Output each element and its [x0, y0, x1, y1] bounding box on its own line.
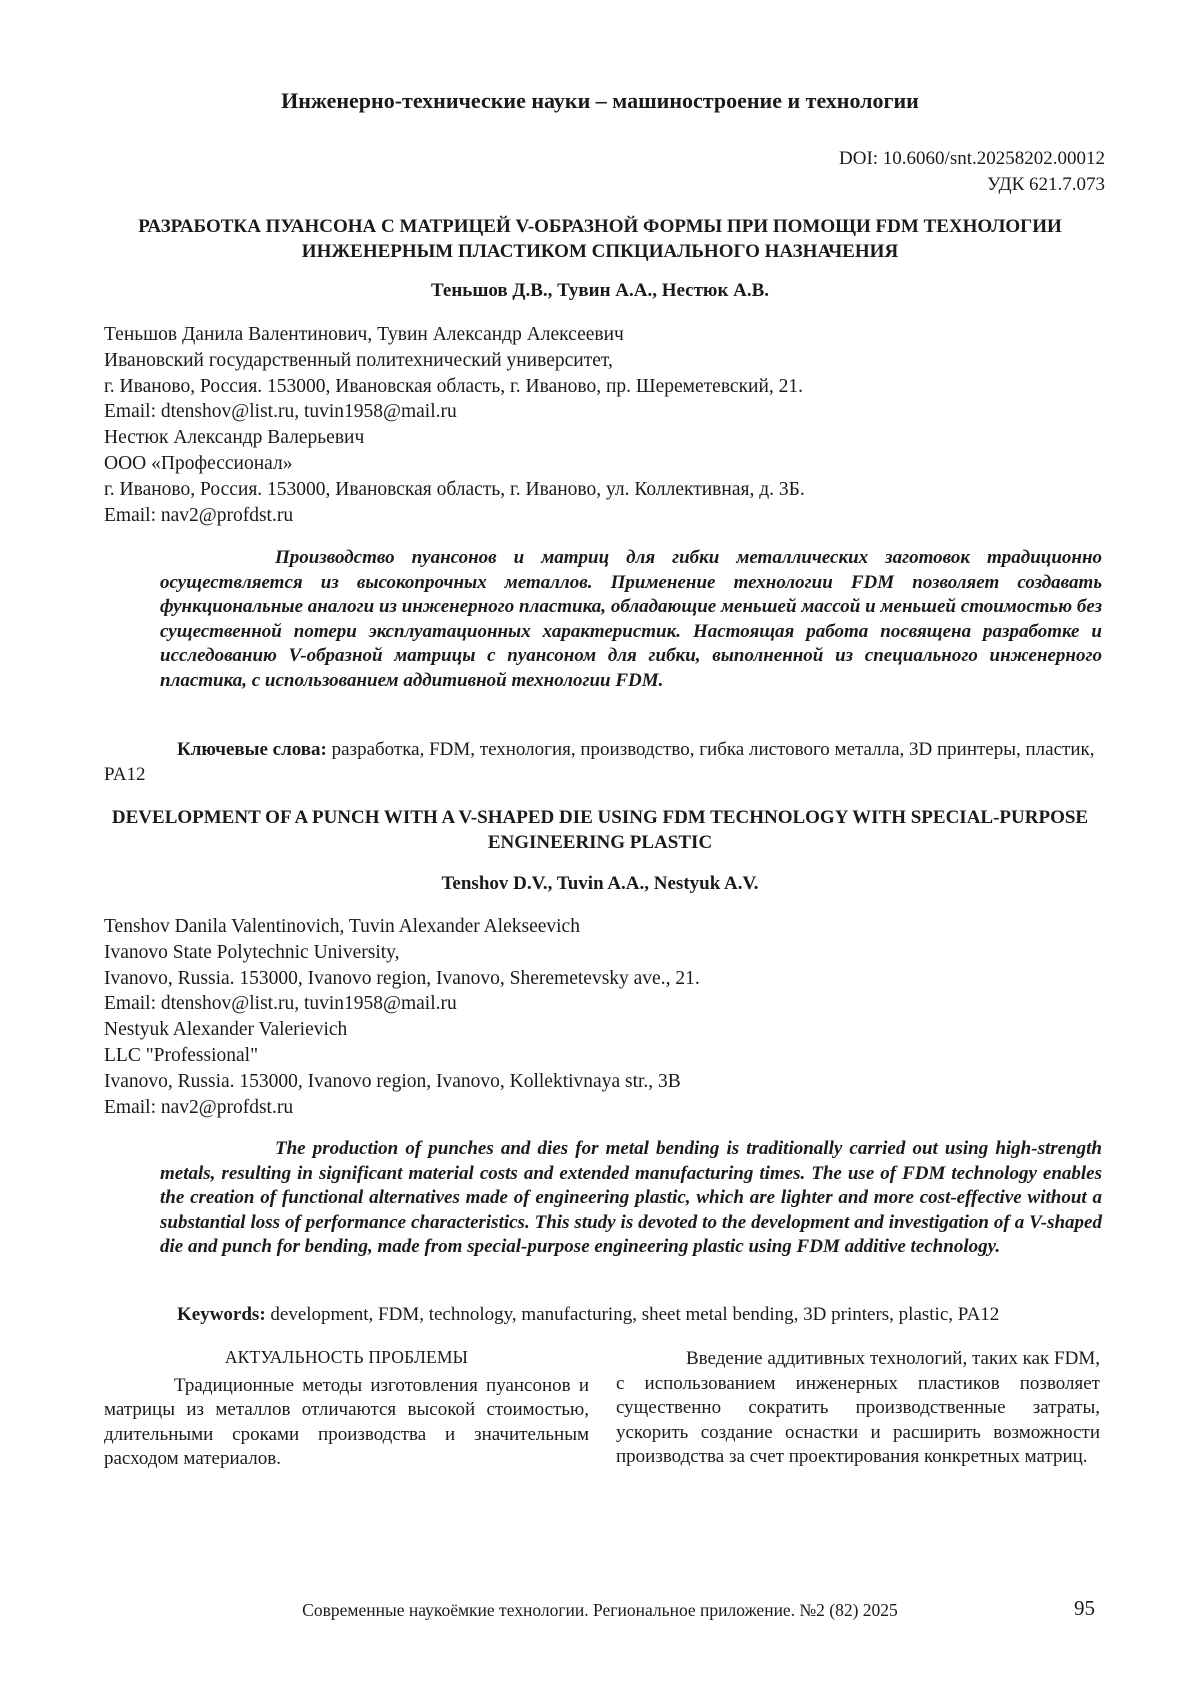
section-heading: АКТУАЛЬНОСТЬ ПРОБЛЕМЫ — [224, 1347, 469, 1367]
section-header: Инженерно-технические науки – машиностроение и технологии — [281, 88, 919, 113]
title-en: DEVELOPMENT OF A PUNCH WITH A V-SHAPED DIE USING FDM TECHNOLOGY WITH SPECIAL-PURPOSE ENGINEERING PLASTIC — [111, 807, 1089, 853]
affiliation-email[interactable]: Email: nav2@profdst.ru — [104, 1096, 294, 1118]
doi[interactable]: DOI: 10.6060/snt.20258202.00012 — [839, 148, 1105, 169]
title-ru: РАЗРАБОТКА ПУАНСОНА С МАТРИЦЕЙ V-ОБРАЗНОЙ ФОРМЫ ПРИ ПОМОЩИ FDM ТЕХНОЛОГИИ ИНЖЕНЕРНЫМ ПЛАСТИКОМ СПКЦИАЛЬНОГО НАЗНАЧЕНИЯ — [138, 216, 1062, 262]
affiliation-line: Nestyuk Alexander Valerievich — [104, 1019, 348, 1041]
affiliation-line: Tenshov Danila Valentinovich, Tuvin Alexander Alekseevich — [104, 916, 580, 937]
keywords-text: development, FDM, technology, manufacturing, sheet metal bending, 3D printers, plastic, PA12 — [270, 1304, 1000, 1325]
affiliation-line: г. Иваново, Россия. 153000, Ивановская область, г. Иваново, пр. Шереметевский, 21. — [104, 375, 804, 397]
udk: УДК 621.7.073 — [987, 174, 1105, 195]
affiliation-email[interactable]: Email: dtenshov@list.ru, tuvin1958@mail.ru — [104, 401, 457, 423]
affiliation-line: LLC "Professional" — [104, 1044, 259, 1066]
body-column-left — [104, 1345, 589, 1472]
body-paragraph: Традиционные методы изготовления пуансонов и матрицы из металлов отличаются высокой стоимостью, длительными сроками производства и значительным расходом материалов. — [104, 1374, 589, 1469]
keywords-text: разработка, FDM, технология, производство, гибка листового металла, 3D принтеры, пластик, PA12 — [104, 739, 1095, 785]
affiliation-line: Ivanovo, Russia. 153000, Ivanovo region, Ivanovo, Kollektivnaya str., 3B — [104, 1070, 681, 1092]
abstract-en: The production of punches and dies for metal bending is traditionally carried out using high-strength metals, resulting in significant material costs and extended manufacturing times. The use of FDM technology enables the creation of functional alternatives made of engineering plastic, which are lighter and more cost-effective without a substantial loss of performance characteristics. This study is devoted to the development and investigation of a V-shaped die and punch for bending, made from special-purpose engineering plastic using FDM additive technology. — [160, 1138, 1102, 1257]
body-column-right — [616, 1347, 1100, 1470]
keywords-label: Ключевые слова: — [177, 739, 327, 760]
affiliation-line: Ivanovo, Russia. 153000, Ivanovo region, Ivanovo, Sheremetevsky ave., 21. — [104, 967, 700, 989]
footer-journal: Современные наукоёмкие технологии. Региональное приложение. №2 (82) 2025 — [302, 1600, 898, 1620]
keywords-ru — [104, 738, 1099, 787]
affiliation-line: г. Иваново, Россия. 153000, Ивановская область, г. Иваново, ул. Коллективная, д. 3Б. — [104, 478, 805, 500]
affiliation-en — [104, 914, 700, 1120]
affiliation-line: Ивановский государственный политехнический университет, — [104, 349, 613, 371]
authors-en: Tenshov D.V., Tuvin A.A., Nestyuk A.V. — [441, 873, 759, 894]
affiliation-line: Теньшов Данила Валентинович, Тувин Александр Алексеевич — [104, 324, 624, 345]
affiliation-email[interactable]: Email: nav2@profdst.ru — [104, 504, 294, 526]
affiliation-email[interactable]: Email: dtenshov@list.ru, tuvin1958@mail.ru — [104, 993, 457, 1015]
keywords-en — [104, 1303, 1099, 1328]
affiliation-ru — [104, 322, 805, 528]
affiliation-line: Нестюк Александр Валерьевич — [104, 427, 365, 449]
body-paragraph: Введение аддитивных технологий, таких как FDM, с использованием инженерных пластиков позволяет существенно сократить производственные затраты, ускорить создание оснастки и расширить возможности производства за счет проектирования конкретных матриц. — [616, 1348, 1100, 1467]
keywords-label: Keywords: — [177, 1304, 266, 1325]
affiliation-line: ООО «Профессионал» — [104, 452, 293, 474]
abstract-ru: Производство пуансонов и матриц для гибки металлических заготовок традиционно осуществляется из высокопрочных металлов. Применение технологии FDM позволяет создавать функциональные аналоги из инженерного пластика, обладающие меньшей массой и меньшей стоимостью без существенной потери эксплуатационных характеристик. Настоящая работа посвящена разработке и исследованию V-образной матрицы с пуансоном для гибки, выполненной из специального инженерного пластика, с использованием аддитивной технологии FDM. — [160, 547, 1102, 691]
affiliation-line: Ivanovo State Polytechnic University, — [104, 941, 400, 963]
identifiers — [839, 146, 1105, 198]
page-number: 95 — [1074, 1596, 1095, 1620]
authors-ru: Теньшов Д.В., Тувин А.А., Нестюк А.В. — [430, 280, 770, 301]
